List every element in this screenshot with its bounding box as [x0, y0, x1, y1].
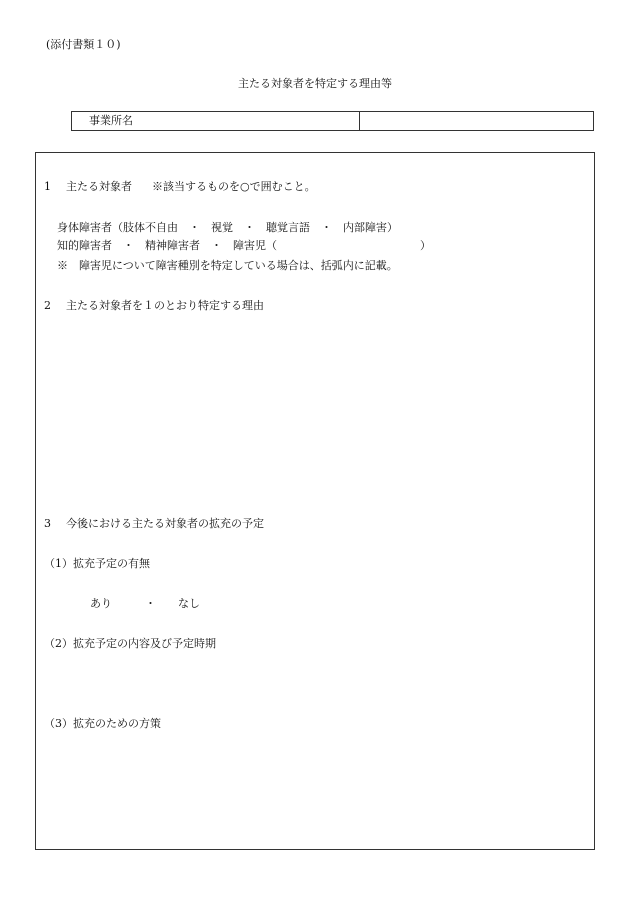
attachment-label: (添付書類１０): [46, 38, 121, 51]
section1-heading-row: [44, 180, 316, 194]
section1-number: 1: [44, 180, 51, 193]
section2-heading: 主たる対象者を１のとおり特定する理由: [66, 299, 264, 312]
section1-instruction: ※該当するものを○で囲むこと。: [152, 180, 316, 193]
main-form-box: [35, 152, 595, 850]
expansion-choice[interactable]: あり ・ なし: [90, 597, 200, 610]
office-name-label: 事業所名: [72, 112, 360, 130]
section2-heading-row: [44, 299, 264, 313]
section3-sub2: （2）拡充予定の内容及び予定時期: [44, 637, 216, 650]
section2-number: 2: [44, 299, 51, 312]
section1-note: ※ 障害児について障害種別を特定している場合は、括弧内に記載。: [57, 259, 398, 272]
target-line-physical[interactable]: 身体障害者（肢体不自由 ・ 視覚 ・ 聴覚言語 ・ 内部障害）: [57, 221, 398, 234]
target-line-intellectual[interactable]: 知的障害者 ・ 精神障害者 ・ 障害児（ ）: [57, 239, 431, 252]
section3-sub3: （3）拡充のための方策: [44, 717, 161, 730]
section3-number: 3: [44, 517, 51, 530]
office-name-table: [71, 111, 594, 131]
section3-heading: 今後における主たる対象者の拡充の予定: [66, 517, 264, 530]
section1-heading: 主たる対象者: [66, 180, 132, 193]
section3-sub1: （1）拡充予定の有無: [44, 557, 150, 570]
section3-heading-row: [44, 517, 264, 531]
document-title: 主たる対象者を特定する理由等: [238, 77, 392, 90]
office-name-value-field[interactable]: [360, 112, 593, 130]
